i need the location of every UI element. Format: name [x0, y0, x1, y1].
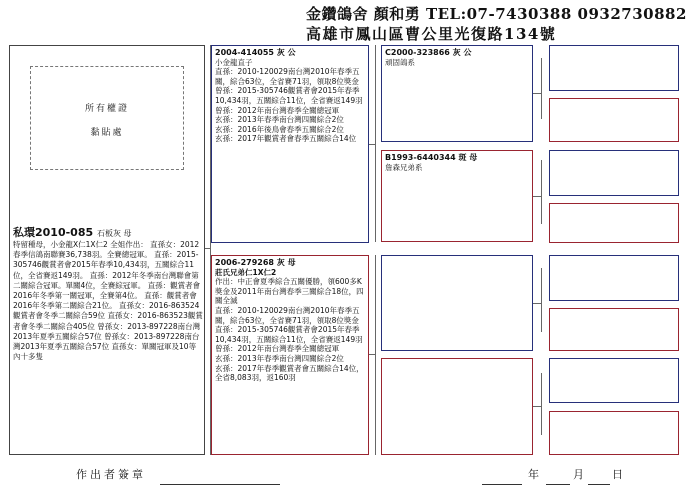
great-grandsire-card — [549, 150, 679, 196]
subject-details — [13, 226, 203, 362]
great-granddam-card — [549, 203, 679, 243]
day-label: 日 — [612, 468, 623, 481]
connector — [541, 373, 542, 435]
great-grandsire-card — [549, 358, 679, 403]
subject-line: 直孫女：單關冠軍及10等內十多隻 — [13, 342, 197, 362]
subject-color: 石板灰 母 — [97, 229, 132, 238]
great-granddam-card — [549, 411, 679, 455]
header-address: 高雄市鳳山區曹公里光復路134號 — [306, 25, 557, 43]
sire-name: 小金龍直子 — [215, 57, 253, 67]
sire-line: 直孫：2010-120029南台灣2010年春季五關，綜合63位，全省賽71羽，領取8位獎金 — [215, 67, 360, 86]
year-label: 年 — [528, 468, 539, 481]
dam-ring: 2006-279268 — [215, 258, 274, 267]
header-contact: 金鑽鴿舍 顏和勇 TEL:07-7430388 0932730882 — [306, 5, 687, 23]
granddam-color: 斑 母 — [458, 153, 478, 162]
connector — [533, 406, 541, 407]
dam-line: 玄孫：2017年春季觀賞者會五關綜合14位，全省8,083羽，返160羽 — [215, 363, 364, 383]
granddam-ring: B1993-6440344 — [385, 153, 456, 162]
subject-line: 直孫：2015-305746觀賞者會2015年春季10,434羽，五關綜合11位，全省賽返149羽。 — [13, 250, 199, 280]
subject-line: 全姐作出： — [110, 240, 148, 249]
sire-line: 曾孫：2012年南台灣春季全關總冠軍 — [215, 105, 340, 115]
great-granddam-card — [549, 98, 679, 142]
subject-card — [9, 45, 205, 455]
signature-line — [160, 484, 280, 485]
subject-ring: 私環2010-085 — [13, 226, 94, 239]
great-granddam-card — [549, 308, 679, 351]
dam-name: 莊氏兄弟仁1X仁2 — [215, 267, 277, 277]
subject-line: 直孫女：2016-863523觀賞者會冬季二關綜合405位 — [13, 311, 203, 331]
connector — [541, 268, 542, 332]
signature-label: 作出者簽章 — [76, 468, 146, 481]
subject-line: 直孫：2012年冬季南台灣聯會第二關綜合冠軍。單關4位，全賽綜冠軍。 — [13, 270, 199, 290]
sire-ring: 2004-414055 — [215, 48, 274, 57]
sire-card — [211, 45, 369, 243]
sire-line: 玄孫：2013年春季南台灣四關綜合2位 — [215, 115, 344, 125]
photo-label-1: 所有權證 — [84, 104, 129, 114]
connector — [533, 303, 541, 304]
month-line — [546, 484, 570, 485]
grandsire-color: 灰 公 — [452, 48, 472, 57]
dam-line: 作出：中正會夏季綜合五關優勝，領600多K獎金及2011年南台灣春季三關綜合18位，四關全滅 — [215, 277, 364, 306]
year-line — [482, 484, 522, 485]
grandsire-ring: C2000-323866 — [385, 48, 450, 57]
sire-line: 玄孫：2016年後鳥會春季五關綜合2位 — [215, 124, 344, 134]
connector — [541, 160, 542, 224]
connector — [375, 255, 376, 455]
certificate-paste-area — [30, 66, 184, 170]
sire-line: 玄孫：2017年觀賞者會春季五關綜合14位 — [215, 134, 357, 144]
dam-line: 直孫：2010-120029南台灣2010年春季五關，綜合63位，全省賽71羽，領取8位獎金 — [215, 305, 360, 325]
great-grandsire-card — [549, 45, 679, 91]
grandsire-card-empty — [381, 255, 533, 351]
subject-title — [13, 226, 203, 240]
connector — [533, 196, 541, 197]
subject-line: 直孫：觀賞者會2016年冬季第一關冠軍，全賽第4位。 — [13, 280, 201, 301]
photo-label-2: 黏貼處 — [90, 128, 124, 138]
dam-color: 灰 母 — [276, 258, 296, 267]
connector — [375, 45, 376, 242]
great-grandsire-card — [549, 255, 679, 301]
subject-line: 直孫女：2012春季信鴿南聯賽36,738羽。全賽總冠軍。 — [13, 240, 200, 260]
granddam-name: 詹森兄弟系 — [385, 162, 423, 172]
dam-line: 直孫：2015-305746觀賞者會2015年春季10,434羽，五關綜合11位，全省賽返149羽 — [215, 325, 363, 344]
subject-line: 特留種母，小金龍X仁1X仁2 — [13, 240, 108, 249]
dam-line: 曾孫：2012年南台灣春季全關總冠軍 — [215, 344, 340, 354]
granddam-card — [381, 150, 533, 242]
sire-color: 灰 公 — [276, 48, 296, 57]
day-line — [588, 484, 610, 485]
grandsire-name: 頑固鴿系 — [385, 57, 415, 67]
grandsire-card — [381, 45, 533, 142]
connector — [541, 58, 542, 119]
month-label: 月 — [573, 468, 584, 481]
subject-line: 曾孫女：2013-897228南台灣2013年夏季五關綜合57位 — [13, 331, 200, 352]
subject-line: 直孫：觀賞者會2016年冬季第二關綜合21位。 — [13, 291, 197, 311]
dam-card — [211, 255, 369, 455]
granddam-card-empty — [381, 358, 533, 455]
dam-line: 玄孫：2013年春季南台灣四關綜合2位 — [215, 353, 344, 363]
subject-line: 直孫女：2016-863524觀賞者會冬季二關綜合59位 — [13, 301, 200, 321]
sire-line: 曾孫：2015-305746觀賞者會2015年春季10,434羽，五關綜合11位，全省賽返149羽 — [215, 86, 363, 105]
subject-line: 曾孫女：2013-897228南台灣2013年夏季五關綜合57位 — [13, 321, 201, 341]
connector — [533, 93, 541, 94]
